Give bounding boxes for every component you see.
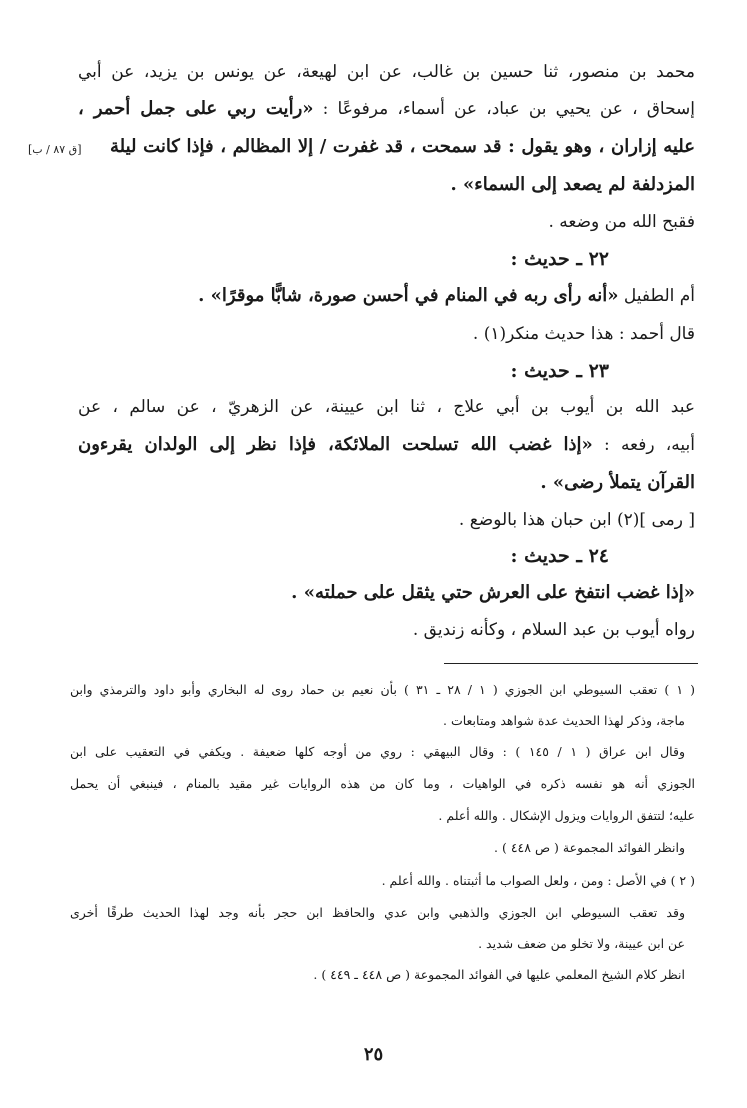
text-line-8: قال أحمد : هذا حديث منكر(١) . <box>472 324 695 344</box>
narrator-text: أم الطفيل <box>618 286 695 306</box>
footnote-line-2: ماجة، وذكر لهذا الحديث عدة شواهد ومتابعات . <box>443 713 685 728</box>
footnote-line-7: ( ٢ ) في الأصل : ومن ، ولعل الصواب ما أثبتناه . والله أعلم . <box>381 873 695 888</box>
footnote-line-9: عن ابن عيينة، ولا تخلو من ضعف شديد . <box>478 936 685 951</box>
text-line-1: محمد بن منصور، ثنا حسين بن غالب، عن ابن لهيعة، عن يونس بن يزيد، عن أبي <box>78 62 695 82</box>
text-line-12: القرآن يتملأ رضى» . <box>540 472 695 493</box>
footnote-line-4: الجوزي أنه هو نفسه ذكره في الواهيات ، وما كان من هذه الروايات غير مقيد بالمنام ، فينبغي أن يحمل <box>70 776 695 791</box>
hadith-23-heading: ٢٣ ـ حديث : <box>510 360 609 382</box>
text-line-7 <box>198 285 695 306</box>
hadith-24-heading: ٢٤ ـ حديث : <box>510 545 609 567</box>
text-line-11 <box>78 434 695 455</box>
text-line-5: فقبح الله من وضعه . <box>548 212 695 232</box>
text-line-3: عليه إزاران ، وهو يقول : قد سمحت ، قد غفرت / إلا المظالم ، فإذا كانت ليلة <box>110 136 695 157</box>
text-line-4: المزدلفة لم يصعد إلى السماء» . <box>450 174 695 195</box>
text-line-13: [ رمى ](٢) ابن حبان هذا بالوضع . <box>458 510 695 530</box>
isnad-text: أبيه، رفعه : <box>592 435 695 455</box>
text-line-10: عبد الله بن أيوب بن أبي علاج ، ثنا ابن عيينة، عن الزهريّ ، عن سالم ، عن <box>78 397 696 417</box>
hadith-matn: «إذا غضب الله تسلحت الملائكة، فإذا نظر إلى الولدان يقرءون <box>78 434 593 455</box>
footnote-line-3: وقال ابن عراق ( ١ / ١٤٥ ) : وقال البيهقي : روي من أوجه كلها ضعيفة . ويكفي في التعقيب على ابن <box>70 744 685 759</box>
hadith-22-heading: ٢٢ ـ حديث : <box>510 248 609 270</box>
footnote-line-6: وانظر الفوائد المجموعة ( ص ٤٤٨ ) . <box>494 840 685 855</box>
hadith-matn: «أنه رأى ربه في المنام في أحسن صورة، شابًّا موقرًا» . <box>198 285 619 306</box>
manuscript-folio-ref: [ق ٨٧ / ب] <box>28 143 82 156</box>
text-line-16: رواه أيوب بن عبد السلام ، وكأنه زنديق . <box>412 620 695 640</box>
text-line-2 <box>78 98 695 119</box>
page-number: ٢٥ <box>363 1044 384 1065</box>
footnote-line-5: عليه؛ لتتفق الروايات ويزول الإشكال . والله أعلم . <box>438 808 695 823</box>
footnote-line-1: ( ١ ) تعقب السيوطي ابن الجوزي ( ١ / ٢٨ ـ ٣١ ) بأن نعيم بن حماد روى له البخاري وأبو داود والترمذي وابن <box>70 682 695 697</box>
hadith-matn: «رأيت ربي على جمل أحمر ، <box>78 98 314 119</box>
footnote-divider <box>444 663 698 664</box>
footnote-line-8: وقد تعقب السيوطي ابن الجوزي والذهبي وابن عدي والحافظ ابن حجر بأنه وجد لهذا الحديث طرقًا أخرى <box>70 905 685 920</box>
footnote-line-10: انظر كلام الشيخ المعلمي عليها في الفوائد المجموعة ( ص ٤٤٨ ـ ٤٤٩ ) . <box>313 967 685 982</box>
text-line-15: «إذا غضب انتفخ على العرش حتي يثقل على حملته» . <box>291 582 695 603</box>
isnad-text: إسحاق ، عن يحيي بن عباد، عن أسماء، مرفوعًا : <box>313 99 696 119</box>
